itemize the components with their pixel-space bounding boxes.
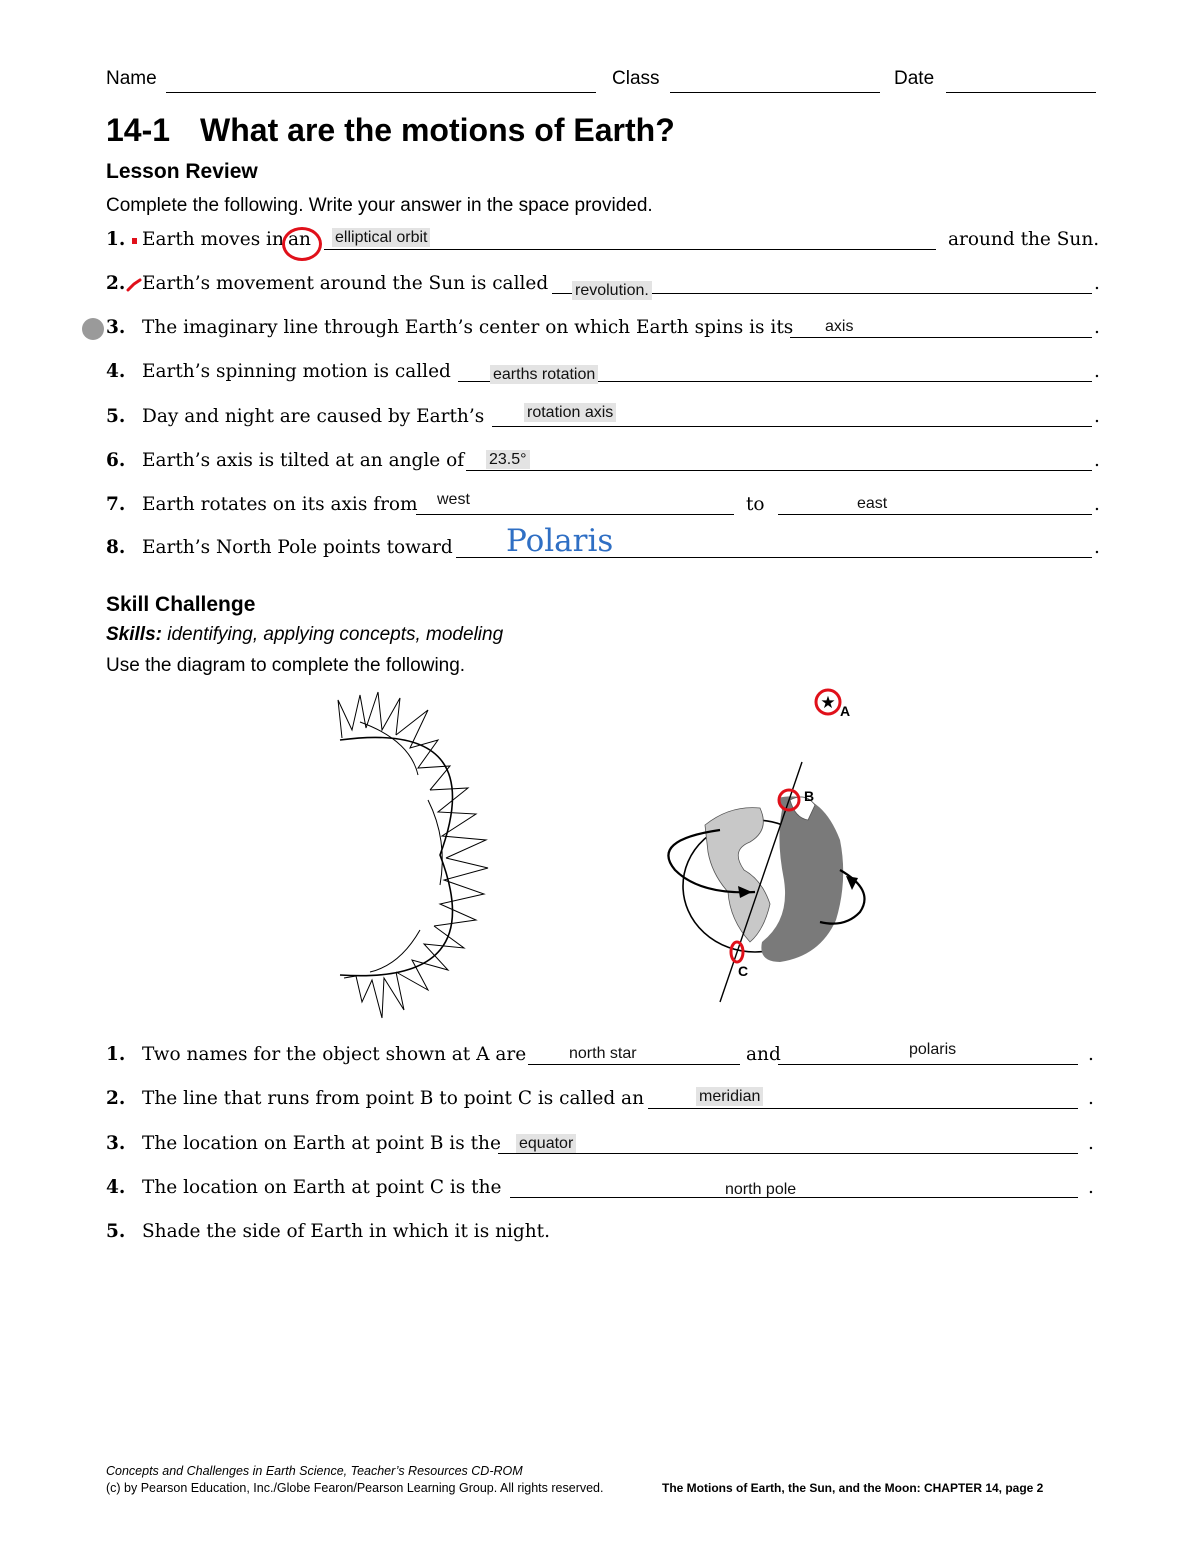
question-text-middle: and <box>746 1044 781 1065</box>
question-period: . <box>1094 494 1100 515</box>
answer-line[interactable] <box>648 1108 1078 1109</box>
point-a-marker <box>816 690 850 719</box>
lesson-title: What are the motions of Earth? <box>200 112 675 148</box>
question-period: . <box>1094 537 1100 558</box>
answer-line[interactable] <box>492 426 1092 427</box>
label-b: B <box>804 788 815 804</box>
question-text: Earth’s movement around the Sun is called <box>142 273 549 294</box>
skills-label: Skills: <box>106 624 162 645</box>
lesson-review-heading: Lesson Review <box>106 160 258 183</box>
review-question-4 <box>106 361 1106 391</box>
review-question-3 <box>106 317 1106 347</box>
answer-text[interactable]: rotation axis <box>524 403 616 422</box>
answer-text-from[interactable]: west <box>437 491 470 508</box>
question-text: Shade the side of Earth in which it is night. <box>142 1221 550 1242</box>
svg-text:★: ★ <box>820 693 836 712</box>
question-number: 2. <box>106 1088 126 1109</box>
review-question-6 <box>106 450 1106 480</box>
question-text: The imaginary line through Earth’s center on which Earth spins is its <box>142 317 794 338</box>
skill-question-3 <box>106 1133 1106 1163</box>
question-number: 7. <box>106 494 126 515</box>
footer-source: Concepts and Challenges in Earth Science, Teacher’s Resources CD-ROM <box>106 1464 523 1478</box>
skill-challenge-instructions: Use the diagram to complete the following. <box>106 655 466 676</box>
question-period: . <box>1094 317 1100 338</box>
question-text: The location on Earth at point C is the <box>142 1177 502 1198</box>
question-number: 2. <box>106 273 126 294</box>
answer-line-2[interactable] <box>778 1064 1078 1065</box>
answer-line-1[interactable] <box>528 1064 740 1065</box>
answer-text-1[interactable]: north star <box>569 1045 637 1062</box>
date-field-line[interactable] <box>946 92 1096 93</box>
question-number: 1. <box>106 1044 126 1065</box>
question-number: 6. <box>106 450 126 471</box>
question-period: . <box>1088 1177 1094 1198</box>
answer-text[interactable]: equator <box>516 1134 576 1153</box>
review-question-8 <box>106 523 1106 567</box>
question-text: Day and night are caused by Earth’s <box>142 406 485 427</box>
question-text: Two names for the object shown at A are <box>142 1044 527 1065</box>
skill-question-5 <box>106 1221 1106 1251</box>
point-c-marker <box>731 942 748 979</box>
answer-line[interactable] <box>498 1153 1078 1154</box>
review-question-2 <box>106 273 1106 303</box>
question-number: 4. <box>106 1177 126 1198</box>
question-number: 5. <box>106 406 126 427</box>
question-period: . <box>1088 1044 1094 1065</box>
question-text: Earth’s spinning motion is called <box>142 361 451 382</box>
question-period: . <box>1094 361 1100 382</box>
question-number: 4. <box>106 361 126 382</box>
handwritten-answer[interactable]: Polaris <box>506 523 614 559</box>
class-field-line[interactable] <box>670 92 880 93</box>
answer-line-to[interactable] <box>778 514 1092 515</box>
gray-marker-dot <box>82 318 104 340</box>
answer-text[interactable]: 23.5° <box>486 450 530 469</box>
skills-line <box>106 624 503 646</box>
answer-text[interactable]: revolution. <box>572 281 652 300</box>
footer-chapter: The Motions of Earth, the Sun, and the Moon: CHAPTER 14, page 2 <box>662 1481 1044 1495</box>
lesson-number: 14-1 <box>106 112 171 148</box>
answer-text[interactable]: north pole <box>725 1181 797 1198</box>
date-label: Date <box>894 68 935 89</box>
question-text: Earth moves in <box>142 229 284 250</box>
review-question-1 <box>106 229 1106 259</box>
question-text-end: around the Sun. <box>948 229 1100 250</box>
question-number: 3. <box>106 1133 126 1154</box>
lesson-review-instructions: Complete the following. Write your answer in the space provided. <box>106 195 653 216</box>
question-period: . <box>1088 1088 1094 1109</box>
label-c: C <box>738 963 749 979</box>
answer-line[interactable] <box>466 470 1092 471</box>
question-text: Earth rotates on its axis from <box>142 494 418 515</box>
question-text: The location on Earth at point B is the <box>142 1133 501 1154</box>
answer-line[interactable] <box>324 249 936 250</box>
earth-sun-diagram <box>300 680 920 1030</box>
circled-word: an <box>288 229 311 250</box>
answer-text[interactable]: axis <box>825 318 854 335</box>
red-circle-mark <box>282 227 322 261</box>
sun-drawing <box>338 692 488 1018</box>
skills-text: identifying, applying concepts, modeling <box>167 624 504 645</box>
question-text: Earth’s North Pole points toward <box>142 537 453 558</box>
review-question-5 <box>106 406 1106 436</box>
question-text: The line that runs from point B to point C is called an <box>142 1088 645 1109</box>
class-label: Class <box>612 68 660 89</box>
question-period: . <box>1094 406 1100 427</box>
answer-text[interactable]: earths rotation <box>490 365 598 384</box>
name-label: Name <box>106 68 157 89</box>
name-field-line[interactable] <box>166 92 596 93</box>
answer-line[interactable] <box>790 337 1092 338</box>
question-number: 5. <box>106 1221 126 1242</box>
skill-challenge-heading: Skill Challenge <box>106 593 256 616</box>
skill-question-4 <box>106 1177 1106 1207</box>
question-text-middle: to <box>746 494 765 515</box>
question-number: 3. <box>106 317 126 338</box>
label-a: A <box>840 703 851 719</box>
page-title <box>106 112 675 149</box>
answer-text[interactable]: elliptical orbit <box>332 228 430 247</box>
review-question-7 <box>106 491 1106 524</box>
question-period: . <box>1094 450 1100 471</box>
question-period: . <box>1088 1133 1094 1154</box>
question-number: 8. <box>106 537 126 558</box>
answer-text-to[interactable]: east <box>857 495 888 512</box>
question-text: Earth’s axis is tilted at an angle of <box>142 450 465 471</box>
question-number: 1. <box>106 229 126 250</box>
earth-drawing <box>668 762 864 1002</box>
skill-question-1 <box>106 1041 1106 1074</box>
answer-line-from[interactable] <box>416 514 734 515</box>
answer-text[interactable]: meridian <box>696 1087 763 1106</box>
skill-question-2 <box>106 1088 1106 1118</box>
answer-text-2[interactable]: polaris <box>909 1041 957 1058</box>
question-period: . <box>1094 273 1100 294</box>
footer-copyright: (c) by Pearson Education, Inc./Globe Fearon/Pearson Learning Group. All rights reserved. <box>106 1481 604 1495</box>
